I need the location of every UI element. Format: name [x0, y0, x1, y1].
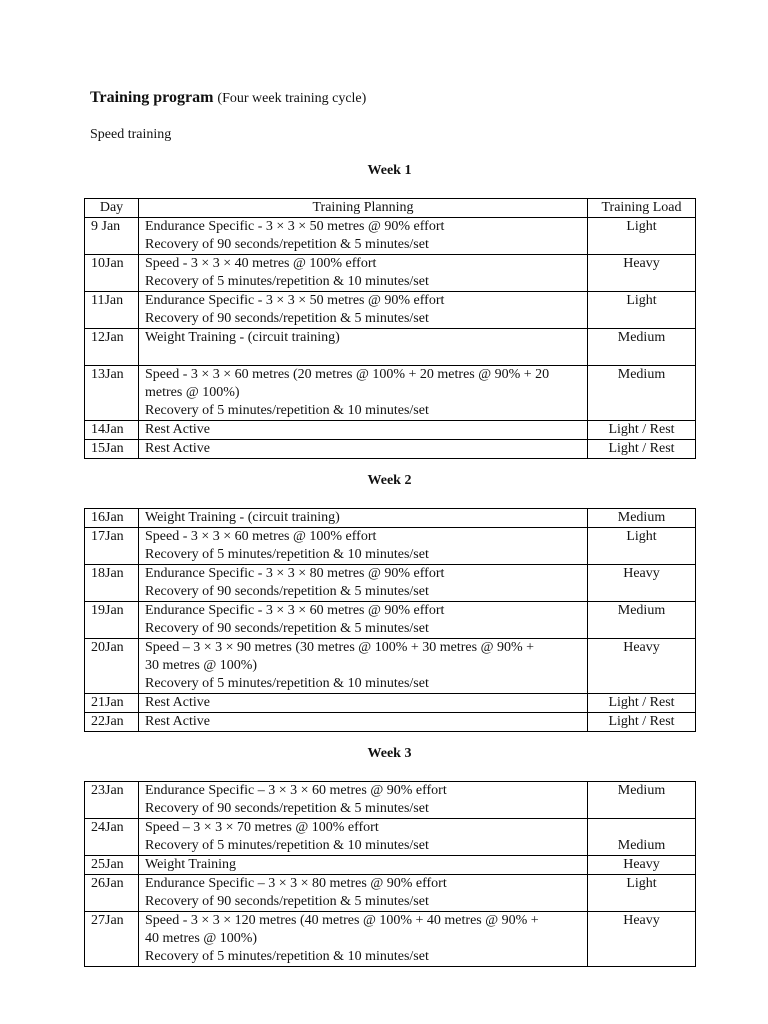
planning-line [145, 347, 587, 365]
day-cell: 16Jan [85, 509, 139, 528]
week-table [84, 198, 696, 459]
load-cell: Heavy [588, 856, 696, 875]
planning-cell [139, 819, 588, 856]
planning-line: Recovery of 90 seconds/repetition & 5 minutes/set [145, 311, 429, 326]
planning-line: Rest Active [145, 695, 210, 710]
load-cell: Medium [588, 329, 696, 366]
planning-line: Recovery of 5 minutes/repetition & 10 minutes/set [145, 838, 429, 853]
load-cell: Heavy [588, 565, 696, 602]
table-row [85, 292, 696, 329]
planning-line: Speed - 3 × 3 × 120 metres (40 metres @ 100% + 40 metres @ 90% + [145, 913, 539, 928]
planning-line: Recovery of 5 minutes/repetition & 10 minutes/set [145, 676, 429, 691]
table-row [85, 602, 696, 639]
load-cell: Medium [588, 782, 696, 819]
day-cell: 18Jan [85, 565, 139, 602]
table-row [85, 528, 696, 565]
table-row [85, 713, 696, 732]
load-cell: Light / Rest [588, 421, 696, 440]
load-cell: Heavy [588, 255, 696, 292]
table-row [85, 782, 696, 819]
planning-cell [139, 218, 588, 255]
planning-cell [139, 639, 588, 694]
planning-line: Recovery of 90 seconds/repetition & 5 minutes/set [145, 584, 429, 599]
day-cell: 12Jan [85, 329, 139, 366]
table-row [85, 875, 696, 912]
load-cell: Light [588, 875, 696, 912]
load-cell: Light / Rest [588, 440, 696, 459]
planning-cell [139, 528, 588, 565]
planning-line: Weight Training - (circuit training) [145, 330, 340, 345]
planning-line: Recovery of 5 minutes/repetition & 10 minutes/set [145, 949, 429, 964]
planning-cell [139, 565, 588, 602]
planning-line: metres @ 100%) [145, 385, 240, 400]
planning-cell [139, 509, 588, 528]
table-header-row [85, 199, 696, 218]
load-cell: Medium [588, 366, 696, 421]
week-table [84, 781, 696, 967]
planning-line: Endurance Specific - 3 × 3 × 60 metres @ 90% effort [145, 603, 445, 618]
column-header-planning: Training Planning [139, 199, 588, 218]
day-cell: 20Jan [85, 639, 139, 694]
load-cell: Light [588, 292, 696, 329]
planning-line: Rest Active [145, 441, 210, 456]
table-row [85, 366, 696, 421]
document-subtitle: Speed training [90, 127, 172, 142]
planning-cell [139, 421, 588, 440]
day-cell: 24Jan [85, 819, 139, 856]
planning-line: Endurance Specific – 3 × 3 × 80 metres @ 90% effort [145, 876, 447, 891]
day-cell: 17Jan [85, 528, 139, 565]
planning-line: 30 metres @ 100%) [145, 658, 258, 673]
column-header-day: Day [85, 199, 139, 218]
day-cell: 15Jan [85, 440, 139, 459]
planning-line: Rest Active [145, 422, 210, 437]
load-cell: Heavy [588, 639, 696, 694]
load-cell: Medium [588, 602, 696, 639]
week-heading: Week 1 [367, 163, 412, 178]
day-cell: 25Jan [85, 856, 139, 875]
load-cell: Light / Rest [588, 713, 696, 732]
week-table [84, 508, 696, 732]
day-cell: 9 Jan [85, 218, 139, 255]
planning-line: 40 metres @ 100%) [145, 931, 258, 946]
planning-cell [139, 440, 588, 459]
week-heading: Week 3 [367, 746, 412, 761]
planning-cell [139, 782, 588, 819]
day-cell: 14Jan [85, 421, 139, 440]
title-note: (Four week training cycle) [217, 91, 367, 106]
planning-line: Recovery of 5 minutes/repetition & 10 minutes/set [145, 547, 429, 562]
planning-line: Endurance Specific - 3 × 3 × 50 metres @ 90% effort [145, 219, 445, 234]
planning-cell [139, 366, 588, 421]
table-row [85, 218, 696, 255]
load-cell: Light [588, 218, 696, 255]
table-row [85, 329, 696, 366]
planning-line: Rest Active [145, 714, 210, 729]
planning-line: Speed – 3 × 3 × 90 metres (30 metres @ 100% + 30 metres @ 90% + [145, 640, 535, 655]
table-row [85, 509, 696, 528]
document-title [90, 89, 366, 108]
table-row [85, 856, 696, 875]
day-cell: 21Jan [85, 694, 139, 713]
load-cell: Medium [588, 819, 696, 856]
table-row [85, 819, 696, 856]
table-row [85, 255, 696, 292]
day-cell: 23Jan [85, 782, 139, 819]
load-cell: Light / Rest [588, 694, 696, 713]
planning-cell [139, 875, 588, 912]
table-row [85, 421, 696, 440]
day-cell: 10Jan [85, 255, 139, 292]
planning-line: Recovery of 90 seconds/repetition & 5 minutes/set [145, 621, 429, 636]
planning-line: Speed – 3 × 3 × 70 metres @ 100% effort [145, 820, 379, 835]
planning-cell [139, 292, 588, 329]
day-cell: 22Jan [85, 713, 139, 732]
day-cell: 11Jan [85, 292, 139, 329]
table-row [85, 912, 696, 967]
planning-line: Endurance Specific - 3 × 3 × 50 metres @ 90% effort [145, 293, 445, 308]
planning-cell [139, 329, 588, 366]
load-cell: Heavy [588, 912, 696, 967]
planning-cell [139, 255, 588, 292]
column-header-load: Training Load [588, 199, 696, 218]
load-cell: Medium [588, 509, 696, 528]
table-row [85, 565, 696, 602]
planning-line: Weight Training [145, 857, 237, 872]
planning-line: Recovery of 5 minutes/repetition & 10 minutes/set [145, 274, 429, 289]
planning-line: Recovery of 90 seconds/repetition & 5 minutes/set [145, 894, 429, 909]
planning-cell [139, 912, 588, 967]
planning-line: Endurance Specific – 3 × 3 × 60 metres @ 90% effort [145, 783, 447, 798]
planning-line: Weight Training - (circuit training) [145, 510, 340, 525]
week-heading: Week 2 [367, 473, 412, 488]
planning-line: Recovery of 90 seconds/repetition & 5 minutes/set [145, 237, 429, 252]
planning-line: Speed - 3 × 3 × 40 metres @ 100% effort [145, 256, 377, 271]
day-cell: 26Jan [85, 875, 139, 912]
planning-cell [139, 694, 588, 713]
planning-line: Speed - 3 × 3 × 60 metres @ 100% effort [145, 529, 377, 544]
planning-line: Recovery of 5 minutes/repetition & 10 minutes/set [145, 403, 429, 418]
table-row [85, 639, 696, 694]
planning-cell [139, 856, 588, 875]
planning-line: Speed - 3 × 3 × 60 metres (20 metres @ 100% + 20 metres @ 90% + 20 [145, 367, 550, 382]
planning-cell [139, 713, 588, 732]
title-text: Training program [90, 89, 214, 106]
day-cell: 13Jan [85, 366, 139, 421]
planning-line: Endurance Specific - 3 × 3 × 80 metres @ 90% effort [145, 566, 445, 581]
planning-line: Recovery of 90 seconds/repetition & 5 minutes/set [145, 801, 429, 816]
planning-cell [139, 602, 588, 639]
table-row [85, 694, 696, 713]
table-row [85, 440, 696, 459]
load-cell: Light [588, 528, 696, 565]
day-cell: 27Jan [85, 912, 139, 967]
day-cell: 19Jan [85, 602, 139, 639]
